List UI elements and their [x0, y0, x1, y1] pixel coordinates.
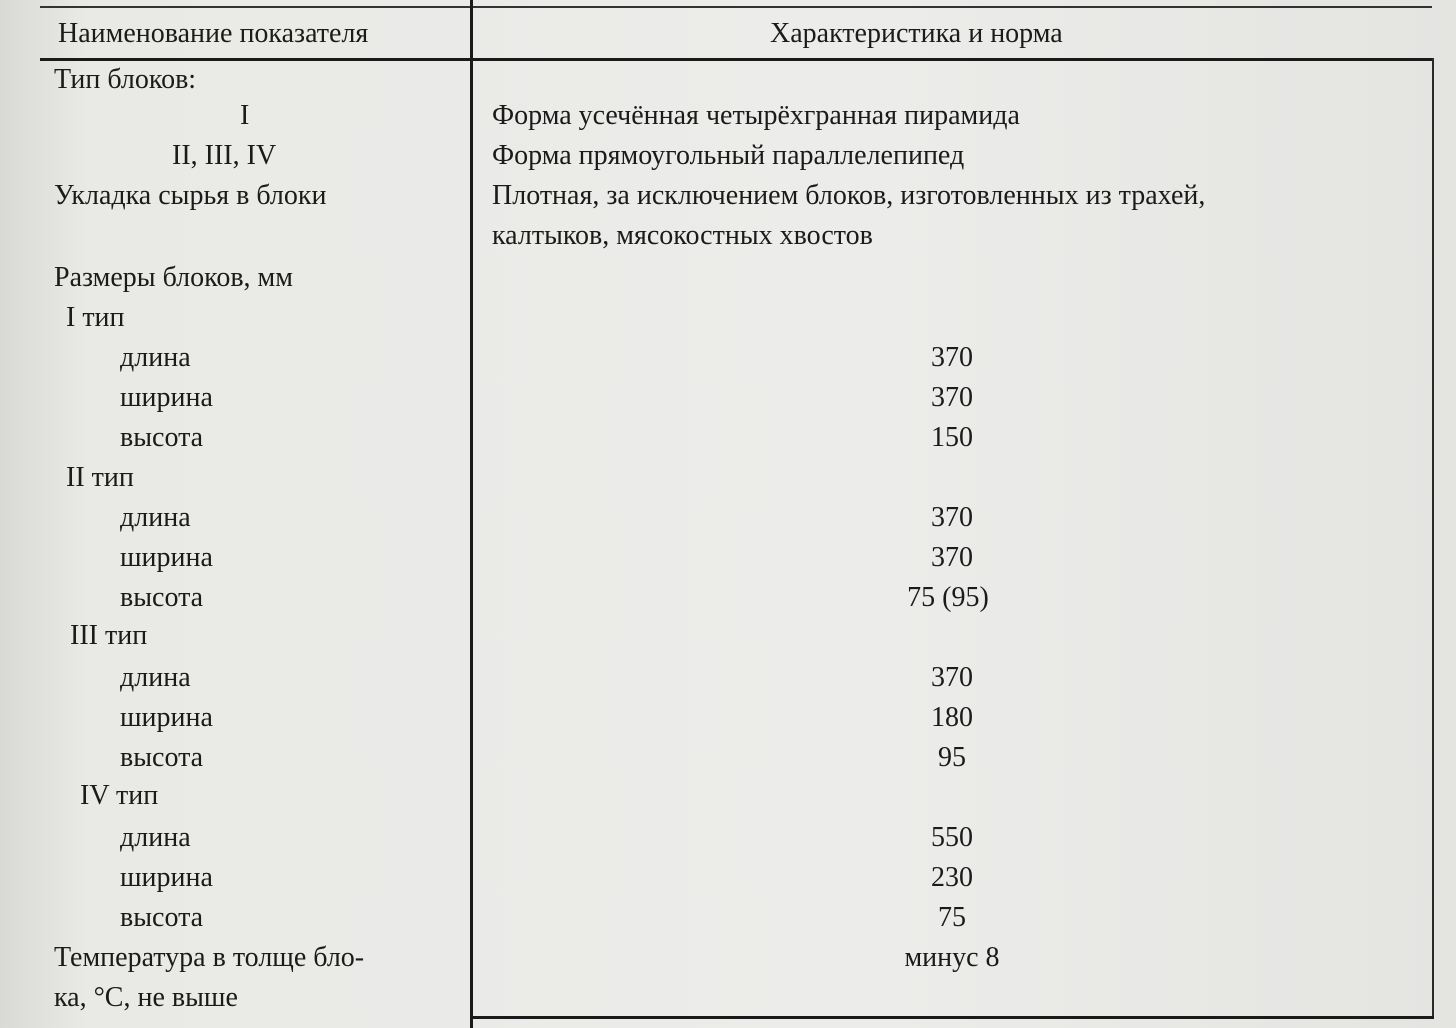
row-type1-length-label: длина [120, 342, 191, 373]
row-shape-rest-value: Форма прямоугольный параллелепипед [492, 140, 965, 171]
row-type1-height-label: высота [120, 422, 204, 453]
type2-length-value: 370 [931, 502, 973, 533]
row-type2-label: II тип [66, 462, 134, 493]
row-packing-value-line1: Плотная, за исключением блоков, изготовленных из трахей, [492, 180, 1206, 211]
row-type-I-label: I [240, 100, 250, 131]
type4-width-value: 230 [931, 862, 973, 893]
row-type3-length-label: длина [120, 662, 191, 693]
row-type4-length-label: длина [120, 822, 191, 853]
row-packing-label: Укладка сырья в блоки [54, 180, 327, 211]
row-shape-I-value: Форма усечённая четырёхгранная пирамида [492, 100, 1020, 131]
row-packing-value-line2: калтыков, мясокостных хвостов [492, 220, 873, 251]
row-block-types-label: Тип блоков: [54, 64, 197, 95]
row-type4-label: IV тип [80, 780, 159, 811]
header-indicator-name: Наименование показателя [58, 18, 369, 49]
row-type3-label: III тип [70, 620, 148, 651]
header-characteristic: Характеристика и норма [770, 18, 1063, 49]
type4-length-value: 550 [931, 822, 973, 853]
row-type3-height-label: высота [120, 742, 204, 773]
type2-width-value: 370 [931, 542, 973, 573]
row-type1-label: I тип [66, 302, 125, 333]
header-divider [40, 58, 1434, 61]
row-type-II-IV-label: II, III, IV [172, 140, 277, 171]
type1-height-value: 150 [931, 422, 973, 453]
type1-length-value: 370 [931, 342, 973, 373]
spec-table [40, 0, 1440, 1028]
type4-height-value: 75 [938, 902, 966, 933]
column-divider [470, 0, 473, 1028]
type3-length-value: 370 [931, 662, 973, 693]
row-type2-width-label: ширина [120, 542, 213, 573]
table-right-border [1432, 58, 1434, 1018]
type2-height-value: 75 (95) [907, 582, 989, 613]
row-type3-width-label: ширина [120, 702, 213, 733]
row-temp-label-line1: Температура в толще бло- [54, 942, 365, 973]
row-type2-length-label: длина [120, 502, 191, 533]
row-type4-height-label: высота [120, 902, 204, 933]
type3-height-value: 95 [938, 742, 966, 773]
row-type2-height-label: высота [120, 582, 204, 613]
table-top-border [40, 6, 1432, 8]
row-sizes-label: Размеры блоков, мм [54, 262, 293, 293]
row-type1-width-label: ширина [120, 382, 213, 413]
type3-width-value: 180 [931, 702, 973, 733]
temp-value: минус 8 [904, 942, 1000, 973]
row-temp-label-line2: ка, °С, не выше [54, 982, 238, 1013]
table-bottom-border [470, 1016, 1434, 1019]
type1-width-value: 370 [931, 382, 973, 413]
row-type4-width-label: ширина [120, 862, 213, 893]
